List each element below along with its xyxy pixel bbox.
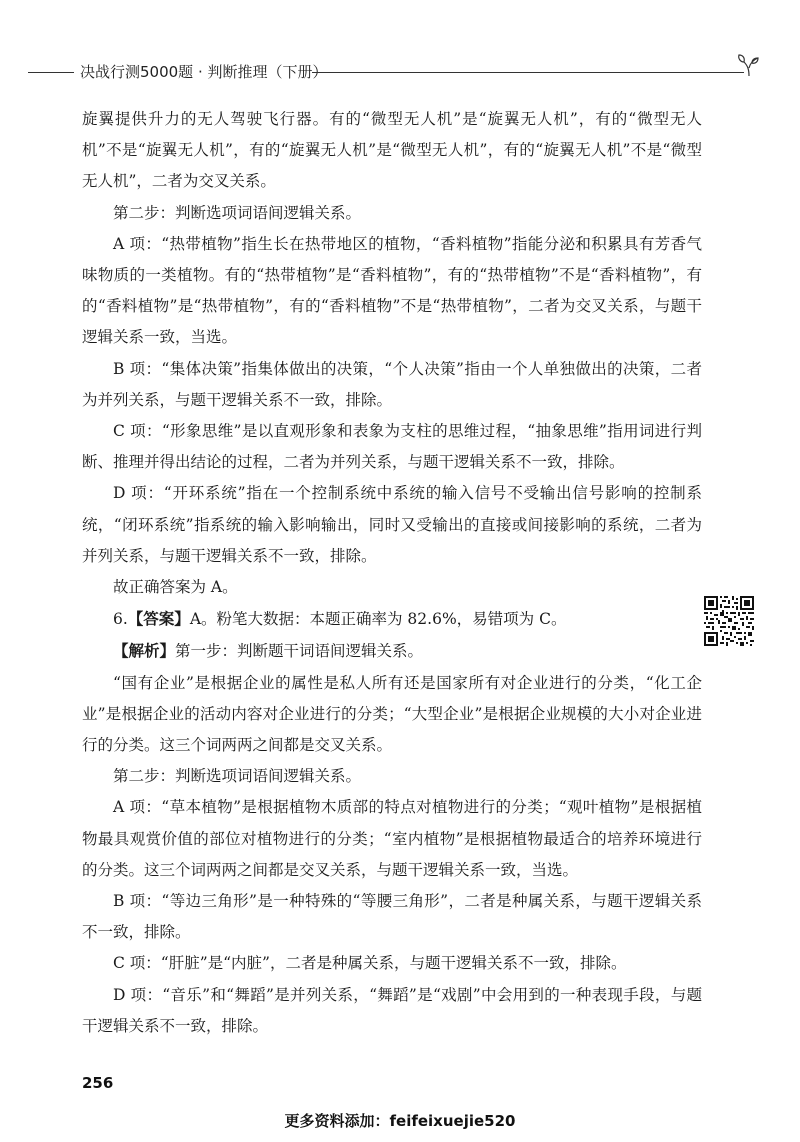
paragraph-option-a: A 项：“热带植物”指生长在热带地区的植物，“香料植物”指能分泌和积累具有芳香气味物质的一类植物。有的“热带植物”是“香料植物”，有的“热带植物”不是“香料植物”，有的“香料植物”是“热带植物”，有的“香料植物”不是“热带植物”，二者为交叉关系，与题干逻辑关系一致，当选。 (82, 234, 702, 347)
question-6-analysis (82, 635, 702, 667)
running-header (0, 52, 800, 92)
answer-tag: 【答案】 (127, 609, 190, 629)
header-rule-left (28, 72, 74, 73)
paragraph-q6-stem: “国有企业”是根据企业的属性是私人所有还是国家所有对企业进行的分类，“化工企业”是根据企业的活动内容对企业进行的分类；“大型企业”是根据企业规模的大小对企业进行的分类。这三个词两两之间都是交叉关系。 (82, 673, 702, 755)
paragraph-option-c: C 项：“形象思维”是以直观形象和表象为支柱的思维过程，“抽象思维”指用词进行判断、推理并得出结论的过程，二者为并列关系，与题干逻辑关系不一致，排除。 (82, 422, 702, 472)
paragraph-option-b: B 项：“集体决策”指集体做出的决策，“个人决策”指由一个人单独做出的决策，二者为并列关系，与题干逻辑关系不一致，排除。 (82, 359, 702, 409)
paragraph-continued: 旋翼提供升力的无人驾驶飞行器。有的“微型无人机”是“旋翼无人机”，有的“微型无人机”不是“旋翼无人机”，有的“旋翼无人机”是“微型无人机”，有的“旋翼无人机”不是“微型无人机”，二者为交叉关系。 (82, 110, 702, 191)
paragraph-q6-option-b: B 项：“等边三角形”是一种特殊的“等腰三角形”，二者是种属关系，与题干逻辑关系不一致，排除。 (82, 892, 702, 942)
paragraph-q6-option-d: D 项：“音乐”和“舞蹈”是并列关系，“舞蹈”是“戏剧”中会用到的一种表现手段，与题干逻辑关系不一致，排除。 (82, 985, 702, 1035)
paragraph-conclusion: 故正确答案为 A。 (113, 578, 238, 597)
paragraph-q6-option-a: A 项：“草本植物”是根据植物木质部的特点对植物进行的分类；“观叶植物”是根据植物最具观赏价值的部位对植物进行的分类；“室内植物”是根据植物最适合的培养环境进行的分类。这三个词两两之间都是交叉关系，与题干逻辑关系一致，当选。 (82, 798, 702, 879)
paragraph-q6-option-c: C 项：“肝脏”是“内脏”，二者是种属关系，与题干逻辑关系不一致，排除。 (113, 954, 627, 973)
header-rule-right (312, 72, 744, 73)
paragraph-option-d: D 项：“开环系统”指在一个控制系统中系统的输入信号不受输出信号影响的控制系统，“闭环系统”指系统的输入影响输出，同时又受输出的直接或间接影响的系统，二者为并列关系，与题干逻辑关系不一致，排除。 (82, 484, 702, 565)
qr-code-icon (704, 596, 754, 646)
sprout-icon (736, 52, 762, 78)
page-number: 256 (82, 1074, 114, 1092)
question-6-answer (82, 603, 702, 635)
header-title: 决战行测5000题 · 判断推理（下册） (80, 63, 328, 81)
analysis-tag: 【解析】 (113, 641, 176, 661)
footer-note: 更多资料添加：feifeixuejie520 (284, 1112, 516, 1130)
page-body (82, 104, 702, 1042)
paragraph-step2: 第二步：判断选项词语间逻辑关系。 (113, 203, 362, 222)
paragraph-q6-step2: 第二步：判断选项词语间逻辑关系。 (113, 767, 362, 786)
question-number: 6. (113, 610, 128, 629)
analysis-text: 第一步：判断题干词语间逻辑关系。 (175, 642, 424, 661)
answer-text: A。粉笔大数据：本题正确率为 82.6%，易错项为 C。 (189, 610, 567, 629)
